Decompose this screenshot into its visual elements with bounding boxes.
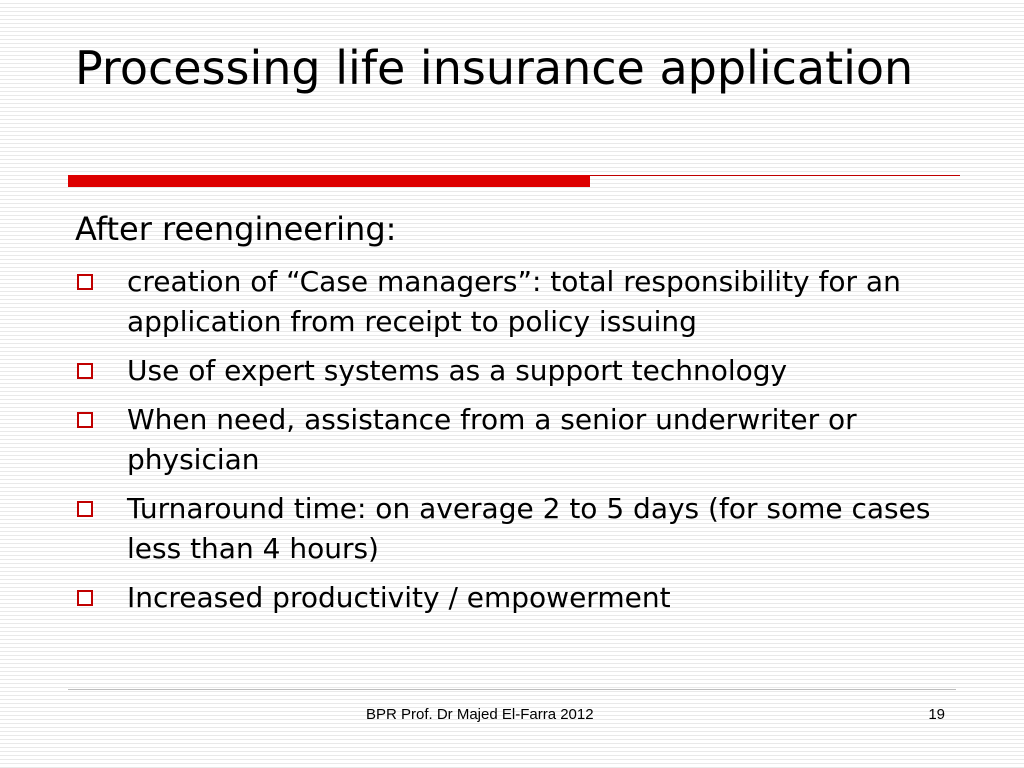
square-bullet-icon — [77, 590, 93, 606]
footer — [0, 706, 1024, 728]
slide-subtitle: After reengineering: — [75, 210, 397, 248]
page-number: 19 — [928, 706, 945, 723]
bullet-item — [75, 400, 955, 480]
bullet-item — [75, 351, 955, 391]
bullet-item — [75, 262, 955, 342]
square-bullet-icon — [77, 412, 93, 428]
bullet-text: When need, assistance from a senior underwriter or physician — [127, 403, 857, 476]
bullet-text: creation of “Case managers”: total responsibility for an application from receipt to policy issuing — [127, 265, 901, 338]
square-bullet-icon — [77, 274, 93, 290]
footer-divider — [68, 689, 956, 690]
square-bullet-icon — [77, 501, 93, 517]
slide-title: Processing life insurance application — [75, 41, 914, 95]
bullet-list — [75, 262, 955, 627]
bullet-item — [75, 578, 955, 618]
bullet-text: Increased productivity / empowerment — [127, 581, 671, 614]
title-underline-accent — [68, 175, 590, 187]
bullet-text: Turnaround time: on average 2 to 5 days (for some cases less than 4 hours) — [127, 492, 931, 565]
square-bullet-icon — [77, 363, 93, 379]
bullet-text: Use of expert systems as a support technology — [127, 354, 788, 387]
bullet-item — [75, 489, 955, 569]
footer-text: BPR Prof. Dr Majed El-Farra 2012 — [366, 706, 594, 723]
